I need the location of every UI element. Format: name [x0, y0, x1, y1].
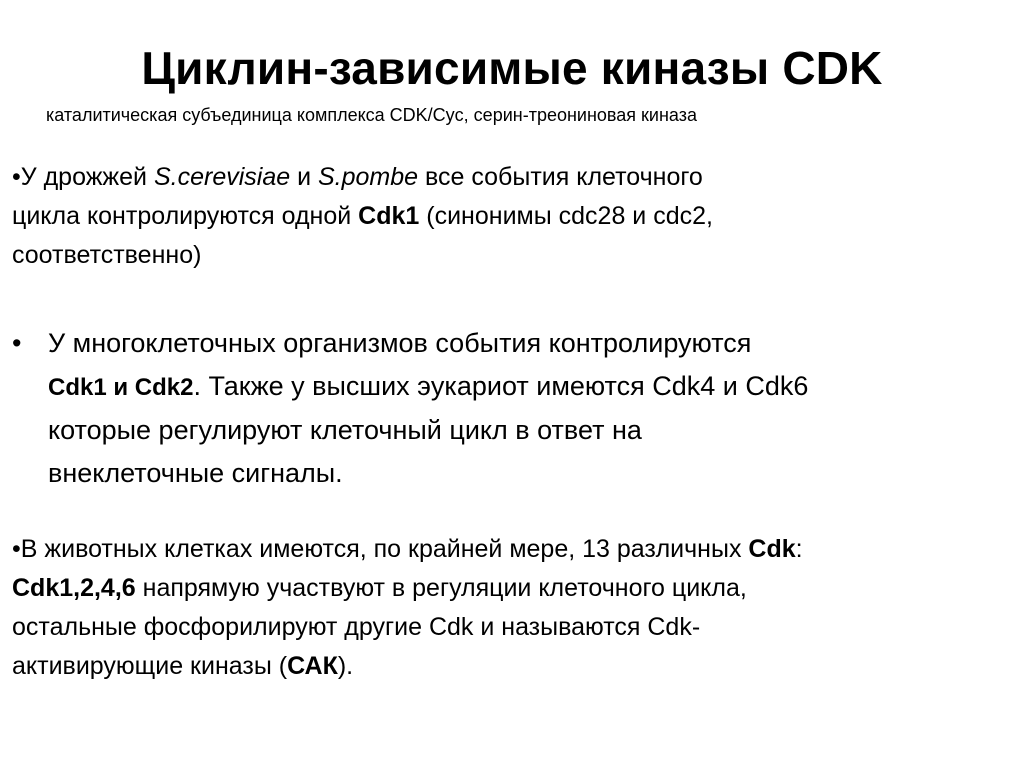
paragraph-line: которые регулируют клеточный цикл в ответ на [48, 415, 642, 445]
text-span: все события клеточного [418, 163, 703, 191]
bold-term: Cdk1 [358, 202, 420, 230]
bullet: • [12, 535, 21, 563]
text-span: У дрожжей [20, 163, 154, 191]
text-span: . Также у высших эукариот имеются Cdk4 и Cdk6 [193, 371, 809, 401]
paragraph-line: У многоклеточных организмов события контролируются [48, 328, 752, 358]
text-span: В животных клетках имеются, по крайней мере, 13 различных [20, 535, 749, 563]
paragraph-line [12, 158, 713, 197]
text-span: напрямую участвуют в регуляции клеточного цикла, [135, 574, 747, 602]
paragraph-line [12, 569, 803, 608]
paragraph-yeast [12, 158, 713, 275]
paragraph-line: внеклеточные сигналы. [48, 458, 343, 488]
paragraph-line: остальные фосфорилируют другие Cdk и называются Cdk- [12, 613, 701, 641]
text-span: : [795, 535, 803, 563]
paragraph-line [12, 530, 803, 569]
paragraph-line [12, 647, 803, 686]
slide-title: Циклин-зависимые киназы CDK [141, 42, 883, 94]
text-span: (синонимы cdc28 и cdc2, [419, 202, 713, 230]
paragraph-line [48, 365, 808, 409]
bullet: • [12, 328, 22, 358]
paragraph-line [12, 197, 713, 236]
text-span: ). [337, 652, 354, 680]
bold-term: Cdk1 и Cdk2 [48, 374, 194, 401]
slide-subtitle: каталитическая субъединица комплекса CDK/Cyc, серин-треониновая киназа [46, 105, 697, 125]
paragraph-animal-cells [12, 530, 803, 686]
species-name: S.cerevisiae [153, 163, 291, 191]
bold-term: Cdk [748, 535, 796, 563]
paragraph-multicellular [48, 322, 808, 495]
bold-term: САК [287, 652, 338, 680]
text-span: и [290, 163, 318, 191]
species-name: S.pombe [318, 163, 419, 191]
bold-term: Cdk1,2,4,6 [12, 574, 136, 602]
paragraph-line: соответственно) [12, 241, 202, 269]
text-span: активирующие киназы ( [12, 652, 288, 680]
text-span: цикла контролируются одной [12, 202, 359, 230]
bullet: • [12, 163, 21, 191]
